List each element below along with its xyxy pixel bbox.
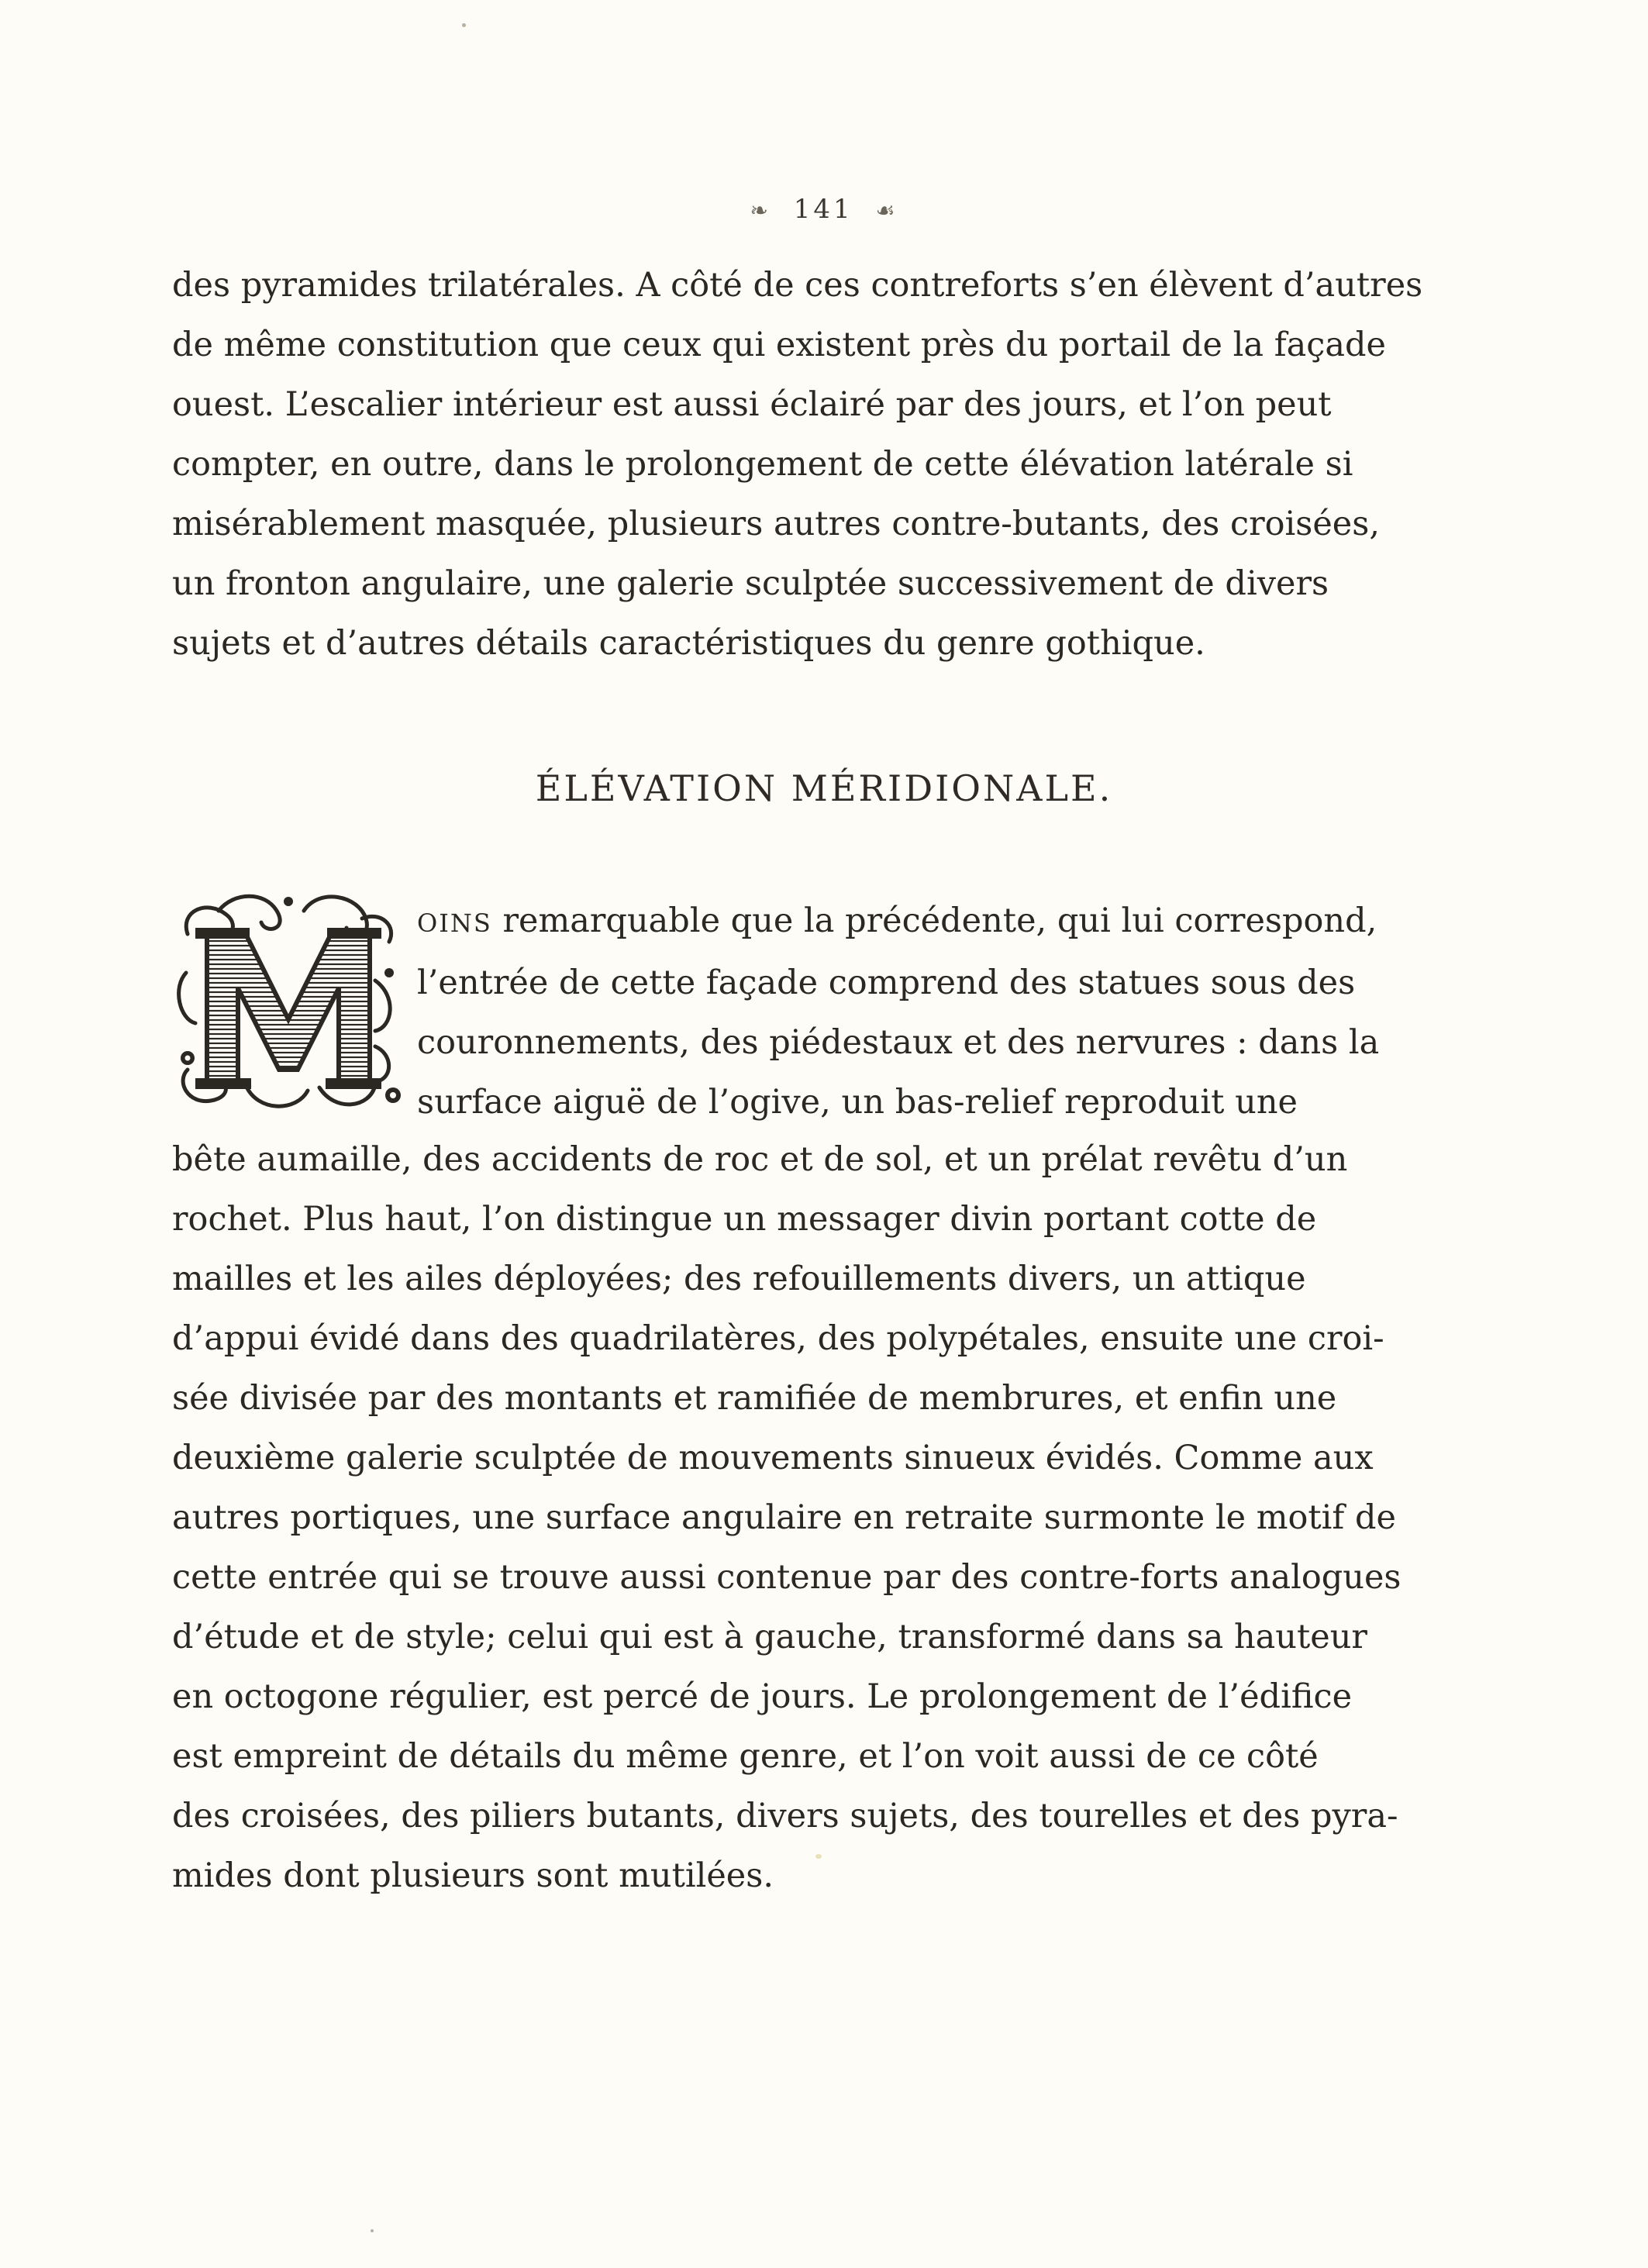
text-line: couronnements, des piédestaux et des nervures : dans la [417, 1023, 1380, 1062]
page-number: 141 [793, 194, 853, 225]
paragraph-continuation [172, 256, 1423, 674]
text-line: sée divisée par des montants et ramifiée de membrures, et enfin une [172, 1379, 1337, 1418]
text-line: rochet. Plus haut, l’on distingue un messager divin portant cotte de [172, 1200, 1317, 1239]
text-line: cette entrée qui se trouve aussi contenue par des contre-forts analogues [172, 1558, 1401, 1597]
text-line: un fronton angulaire, une galerie sculptée successivement de divers [172, 564, 1329, 603]
ornate-initial-m-icon [172, 888, 405, 1120]
text-line: mides dont plusieurs sont mutilées. [172, 1856, 774, 1895]
left-fleuron-icon: ❧ [750, 198, 771, 223]
text-line: de même constitution que ceux qui existent près du portail de la façade [172, 326, 1386, 364]
text-line: en octogone régulier, est percé de jours. Le prolongement de l’édifice [172, 1677, 1353, 1716]
text-line: sujets et d’autres détails caractéristiques du genre gothique. [172, 624, 1205, 663]
paragraph-body [172, 1130, 1401, 1906]
dropcap-continuation: OINS [417, 908, 492, 938]
text-line: des croisées, des piliers butants, divers sujets, des tourelles et des pyra- [172, 1797, 1398, 1835]
text-line: d’étude et de style; celui qui est à gauche, transformé dans sa hauteur [172, 1618, 1367, 1656]
page-number-header [0, 194, 1648, 225]
text-line [417, 891, 1377, 953]
paper-speck [371, 2229, 374, 2232]
text-line: mailles et les ailes déployées; des refouillements divers, un attique [172, 1260, 1306, 1298]
text-line: deuxième galerie sculptée de mouvements sinueux évidés. Comme aux [172, 1439, 1374, 1477]
paper-speck [815, 1854, 822, 1859]
text-line: des pyramides trilatérales. A côté de ces contreforts s’en élèvent d’autres [172, 266, 1423, 305]
text-line: bête aumaille, des accidents de roc et de sol, et un prélat revêtu d’un [172, 1140, 1348, 1179]
paper-speck [462, 23, 466, 27]
text-line: d’appui évidé dans des quadrilatères, des polypétales, ensuite une croi- [172, 1319, 1384, 1358]
text-line: ouest. L’escalier intérieur est aussi éclairé par des jours, et l’on peut [172, 385, 1332, 424]
text-line: autres portiques, une surface angulaire en retraite surmonte le motif de [172, 1498, 1396, 1537]
paragraph-opening-lines [417, 891, 1380, 1132]
text-line: compter, en outre, dans le prolongement de cette élévation latérale si [172, 445, 1353, 484]
text-fragment: remarquable que la précédente, qui lui correspond, [491, 901, 1377, 940]
right-fleuron-icon: ☙ [875, 198, 898, 223]
text-line: surface aiguë de l’ogive, un bas-relief reproduit une [417, 1083, 1298, 1122]
text-line: misérablement masquée, plusieurs autres contre-butants, des croisées, [172, 505, 1380, 543]
text-line: est empreint de détails du même genre, et l’on voit aussi de ce côté [172, 1737, 1319, 1776]
section-heading: ÉLÉVATION MÉRIDIONALE. [535, 767, 1113, 809]
text-line: l’entrée de cette façade comprend des statues sous des [417, 963, 1356, 1002]
